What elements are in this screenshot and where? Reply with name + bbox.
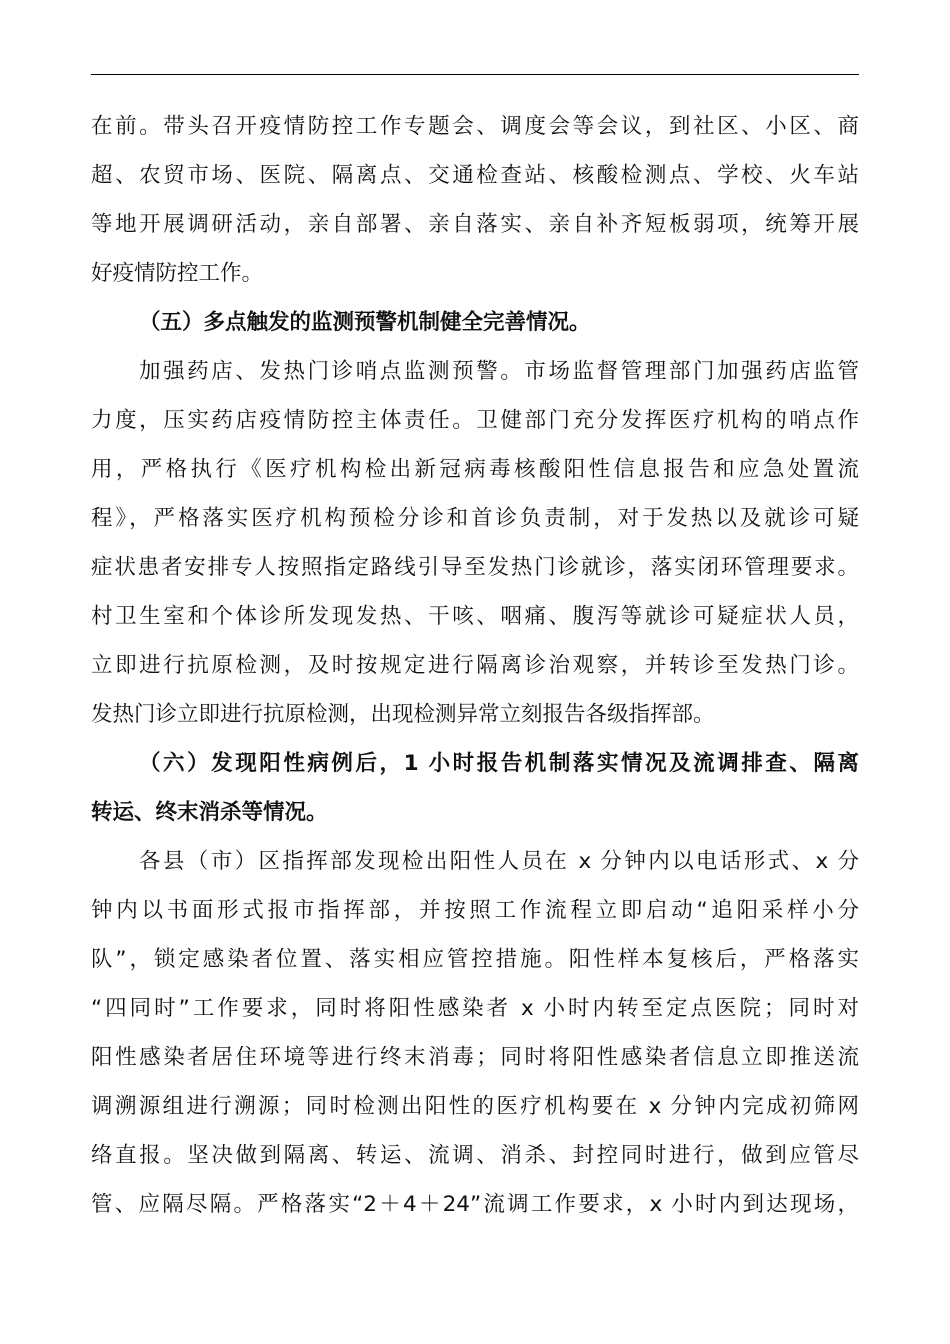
body-line: 用，严格执行《医疗机构检出新冠病毒核酸阳性信息报告和应急处置流 xyxy=(91,457,859,482)
body-line: 等地开展调研活动，亲自部署、亲自落实、亲自补齐短板弱项，统筹开展 xyxy=(91,212,859,237)
section-heading-6: （六）发现阳性病例后，1 小时报告机制落实情况及流调排查、隔离 xyxy=(139,751,859,776)
document-body xyxy=(91,102,859,1229)
body-line: 超、农贸市场、医院、隔离点、交通检查站、核酸检测点、学校、火车站 xyxy=(91,163,859,188)
section-heading-5: （五）多点触发的监测预警机制健全完善情况。 xyxy=(139,310,591,335)
header-rule xyxy=(91,74,859,75)
body-line: 症状患者安排专人按照指定路线引导至发热门诊就诊，落实闭环管理要求。 xyxy=(91,555,859,580)
body-line: 发热门诊立即进行抗原检测，出现检测异常立刻报告各级指挥部。 xyxy=(91,702,715,727)
body-line: 调溯源组进行溯源；同时检测出阳性的医疗机构要在 x 分钟内完成初筛网 xyxy=(91,1094,859,1119)
body-line: 队”，锁定感染者位置、落实相应管控措施。阳性样本复核后，严格落实 xyxy=(91,947,859,972)
body-line: 力度，压实药店疫情防控主体责任。卫健部门充分发挥医疗机构的哨点作 xyxy=(91,408,859,433)
body-line: 加强药店、发热门诊哨点监测预警。市场监督管理部门加强药店监管 xyxy=(139,359,859,384)
body-line: 立即进行抗原检测，及时按规定进行隔离诊治观察，并转诊至发热门诊。 xyxy=(91,653,859,678)
body-line: 钟内以书面形式报市指挥部，并按照工作流程立即启动“追阳采样小分 xyxy=(91,898,859,923)
body-line: 村卫生室和个体诊所发现发热、干咳、咽痛、腹泻等就诊可疑症状人员， xyxy=(91,604,859,629)
section-heading-6-cont: 转运、终末消杀等情况。 xyxy=(91,800,328,825)
body-line: 管、应隔尽隔。严格落实“2＋4＋24”流调工作要求，x 小时内到达现场， xyxy=(91,1192,859,1217)
body-line: 阳性感染者居住环境等进行终末消毒；同时将阳性感染者信息立即推送流 xyxy=(91,1045,859,1070)
body-line: 程》，严格落实医疗机构预检分诊和首诊负责制，对于发热以及就诊可疑 xyxy=(91,506,859,531)
body-line: 络直报。坚决做到隔离、转运、流调、消杀、封控同时进行，做到应管尽 xyxy=(91,1143,859,1168)
body-line: 好疫情防控工作。 xyxy=(91,261,264,286)
body-line: “四同时”工作要求，同时将阳性感染者 x 小时内转至定点医院；同时对 xyxy=(91,996,859,1021)
body-line: 各县（市）区指挥部发现检出阳性人员在 x 分钟内以电话形式、x 分 xyxy=(139,849,859,874)
body-line: 在前。带头召开疫情防控工作专题会、调度会等会议，到社区、小区、商 xyxy=(91,114,859,139)
